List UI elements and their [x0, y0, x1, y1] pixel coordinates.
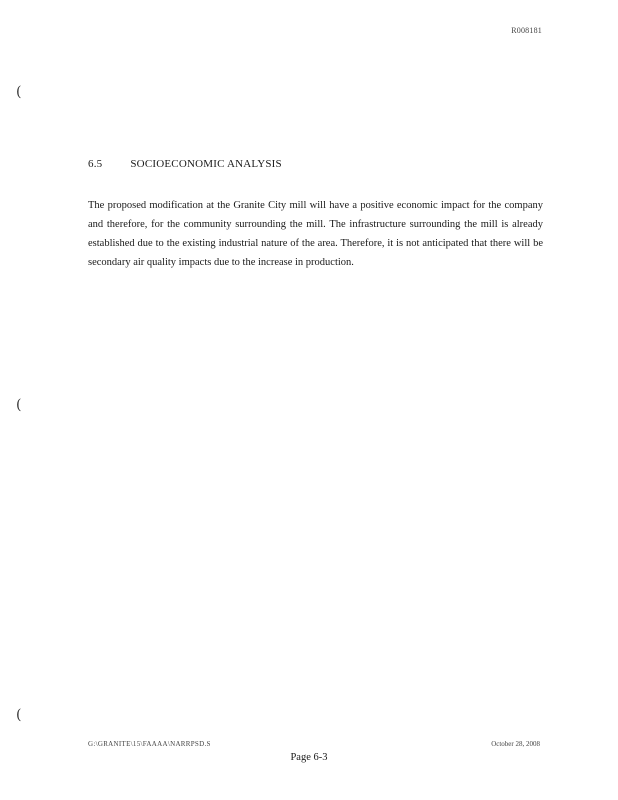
section-number: 6.5 — [88, 158, 103, 170]
page-number: Page 6-3 — [290, 752, 328, 763]
margin-mark: ( — [16, 84, 22, 100]
footer-date: October 28, 2008 — [491, 740, 540, 748]
margin-mark: ( — [16, 397, 22, 413]
section-heading — [88, 158, 282, 170]
body-paragraph: The proposed modification at the Granite City mill will have a positive economic impact for the company and therefore, for the community surrounding the mill. The infrastructure surrounding the mill is already established due to the existing industrial nature of the area. Therefore, it is not anticipated that there will be secondary air quality impacts due to the increase in production. — [88, 200, 543, 268]
footer-file-path: G:\GRANITE\15\FAAAA\NARRPSD.S — [88, 740, 211, 748]
margin-mark: ( — [16, 707, 22, 723]
document-id: R008181 — [511, 26, 542, 35]
section-title: SOCIOECONOMIC ANALYSIS — [130, 158, 282, 170]
